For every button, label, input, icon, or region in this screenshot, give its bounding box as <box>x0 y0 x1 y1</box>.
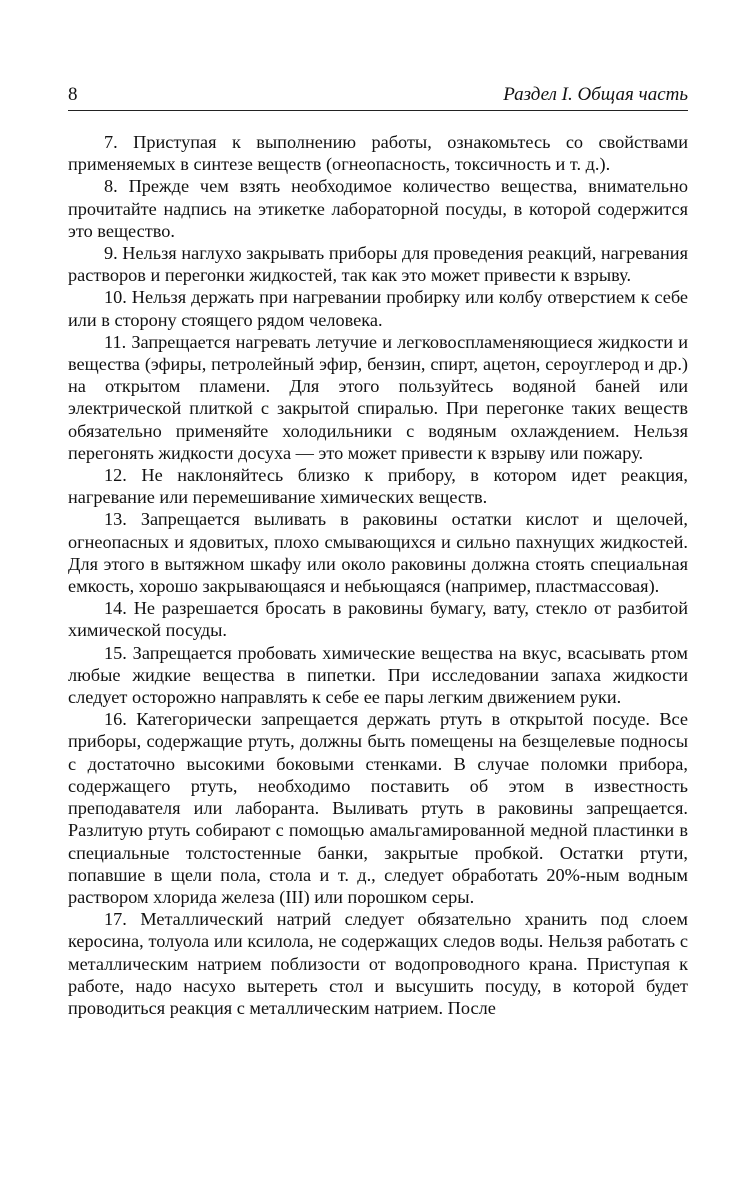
paragraph-17: 17. Металлический натрий следует обязательно хранить под слоем керосина, толуола или ксилола, не содержащих следов воды. Нельзя работать с металлическим натрием поблизости от водопроводного крана. Приступая к работе, надо насухо вытереть стол и высушить посуду, в которой будет проводиться реакция с металлическим натрием. После <box>68 909 688 1018</box>
paragraph-12: 12. Не наклоняйтесь близко к прибору, в котором идет реакция, нагревание или перемешивание химических веществ. <box>68 465 688 508</box>
page-body <box>68 131 688 1019</box>
page-number: 8 <box>68 84 78 105</box>
paragraph-16: 16. Категорически запрещается держать ртуть в открытой посуде. Все приборы, содержащие ртуть, должны быть помещены на безщелевые подносы с достаточно высокими боковыми стенками. В случае поломки прибора, содержащего ртуть, необходимо поставить об этом в известность преподавателя или лаборанта. Выливать ртуть в раковины запрещается. Разлитую ртуть собирают с помощью амальгамированной медной пластинки в специальные толстостенные банки, закрытые пробкой. Остатки ртути, попавшие в щели пола, стола и т. д., следует обработать 20%-ным водным раствором хлорида железа (III) или порошком серы. <box>68 709 688 907</box>
paragraph-9: 9. Нельзя наглухо закрывать приборы для проведения реакций, нагревания растворов и перегонки жидкостей, так как это может привести к взрыву. <box>68 243 688 286</box>
paragraph-10: 10. Нельзя держать при нагревании пробирку или колбу отверстием к себе или в сторону стоящего рядом человека. <box>68 287 688 330</box>
paragraph-7: 7. Приступая к выполнению работы, ознакомьтесь со свойствами применяемых в синтезе веществ (огнеопасность, токсичность и т. д.). <box>68 132 688 175</box>
section-title: Раздел I. Общая часть <box>503 84 688 105</box>
paragraph-11: 11. Запрещается нагревать летучие и легковоспламеняющиеся жидкости и вещества (эфиры, петролейный эфир, бензин, спирт, ацетон, сероуглерод и др.) на открытом пламени. Для этого пользуйтесь водяной баней или электрической плиткой с закрытой спиралью. При перегонке таких веществ обязательно применяйте холодильники с водяным охлаждением. Нельзя перегонять жидкости досуха — это может привести к взрыву или пожару. <box>68 331 688 463</box>
paragraph-14: 14. Не разрешается бросать в раковины бумагу, вату, стекло от разбитой химической посуды. <box>68 598 688 641</box>
paragraph-13: 13. Запрещается выливать в раковины остатки кислот и щелочей, огнеопасных и ядовитых, плохо смывающихся и сильно пахнущих жидкостей. Для этого в вытяжном шкафу или около раковины должна стоять специальная емкость, хорошо закрывающаяся и небьющаяся (например, пластмассовая). <box>68 509 688 597</box>
page-header <box>68 84 688 111</box>
paragraph-8: 8. Прежде чем взять необходимое количество вещества, внимательно прочитайте надпись на этикетке лабораторной посуды, в которой содержится это вещество. <box>68 176 688 241</box>
paragraph-15: 15. Запрещается пробовать химические вещества на вкус, всасывать ртом любые жидкие вещества в пипетки. При исследовании запаха жидкости следует осторожно направлять к себе ее пары легким движением руки. <box>68 642 688 708</box>
